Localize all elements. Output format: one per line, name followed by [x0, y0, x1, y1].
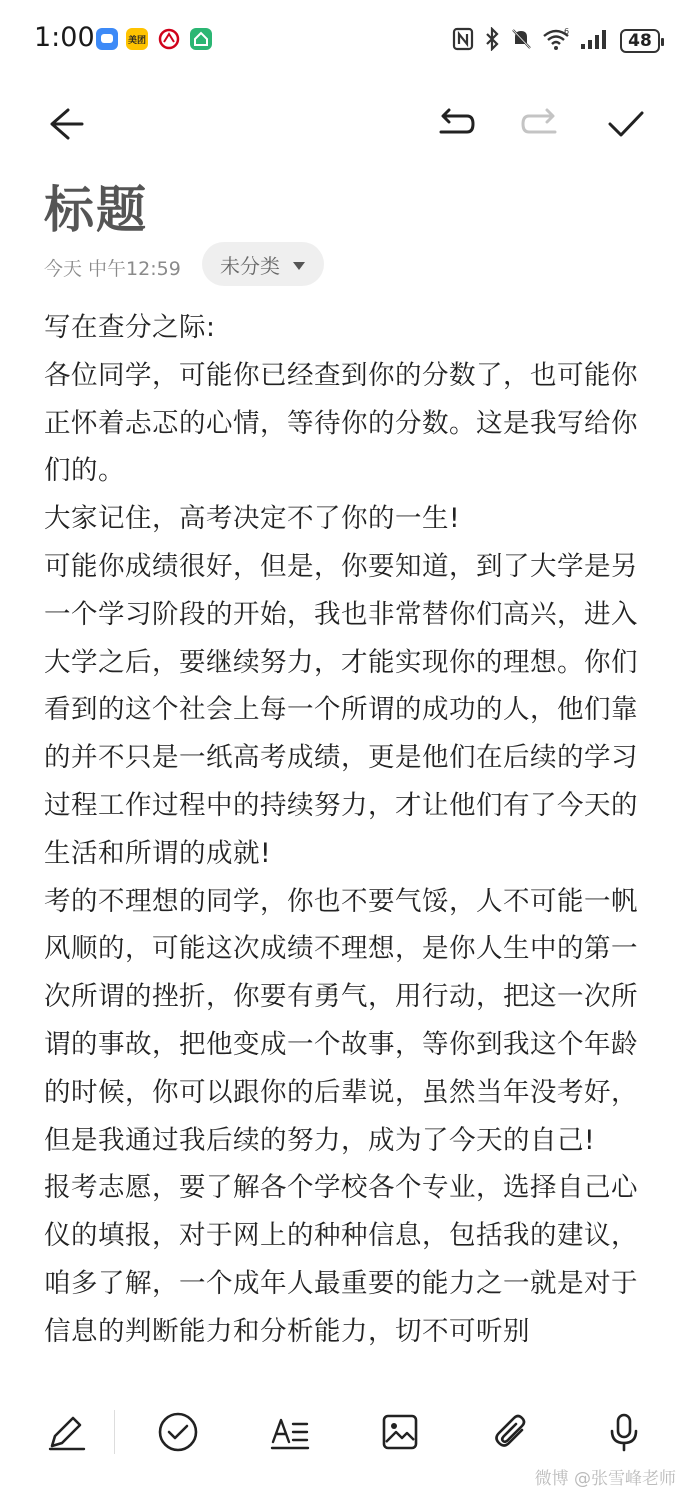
note-paragraph: 各位同学，可能你已经查到你的分数了，也可能你正怀着忐忑的心情，等待你的分数。这是我写给你们的。 — [44, 359, 638, 487]
toolbar-divider — [114, 1410, 115, 1454]
check-icon[interactable] — [602, 100, 650, 148]
note-body[interactable] — [44, 304, 654, 1376]
watermark: 微博 @张雪峰老师 — [534, 1469, 676, 1489]
svg-text:6: 6 — [564, 27, 570, 36]
status-time: 1:00 — [34, 22, 95, 53]
note-date: 今天 中午12:59 — [44, 258, 181, 280]
category-label: 未分类 — [220, 253, 280, 278]
caret-down-icon — [292, 252, 306, 276]
signal-icon — [580, 27, 610, 55]
note-paragraph: 可能你成绩很好，但是，你要知道，到了大学是另一个学习阶段的开始，我也非常替你们高兴，进入大学之后，要继续努力，才能实现你的理想。你们看到的这个社会上每一个所谓的成功的人，他们靠的并不只是一纸高考成绩，更是他们在后续的学习过程工作过程中的持续努力，才让他们有了今天的生活和所谓的成就! — [44, 550, 638, 869]
microphone-icon[interactable] — [596, 1404, 652, 1460]
attachment-icon[interactable] — [484, 1404, 540, 1460]
note-paragraph: 大家记住，高考决定不了你的一生! — [44, 503, 461, 535]
system-status — [452, 24, 660, 58]
category-dropdown[interactable] — [202, 242, 324, 286]
note-paragraph: 考的不理想的同学，你也不要气馁，人不可能一帆风顺的，可能这次成绩不理想，是你人生中的第一次所谓的挫折，你要有勇气，用行动，把这一次所谓的事故，把他变成一个故事，等你到我这个年龄的时候，你可以跟你的后辈说，虽然当年没考好，但是我通过我后续的努力，成为了今天的自己! — [44, 885, 638, 1156]
redo-icon[interactable] — [516, 100, 564, 148]
note-title[interactable]: 标题 — [44, 181, 148, 239]
wifi-icon — [542, 27, 570, 55]
note-paragraph: 写在查分之际: — [44, 312, 216, 343]
note-paragraph: 报考志愿，要了解各个学校各个专业，选择自己心仪的填报，对于网上的种种信息，包括我的建议，咱多了解，一个成年人最重要的能力之一就是对于信息的判断能力和分析能力，切不可听别 — [44, 1172, 638, 1347]
message-app-icon — [96, 28, 118, 50]
undo-icon[interactable] — [432, 100, 480, 148]
bank-app-icon — [158, 28, 180, 50]
mute-icon — [510, 27, 532, 55]
text-format-icon[interactable] — [262, 1404, 318, 1460]
nfc-icon — [452, 27, 474, 55]
battery-indicator: 48 — [620, 29, 660, 53]
editor-toolbar — [0, 92, 690, 156]
home-app-icon — [190, 28, 212, 50]
pen-icon[interactable] — [38, 1404, 94, 1460]
bluetooth-icon — [484, 27, 500, 55]
meituan-app-icon: 美团 — [126, 28, 148, 50]
back-arrow-icon[interactable] — [40, 100, 88, 148]
status-bar — [0, 0, 690, 80]
checklist-icon[interactable] — [150, 1404, 206, 1460]
image-icon[interactable] — [372, 1404, 428, 1460]
